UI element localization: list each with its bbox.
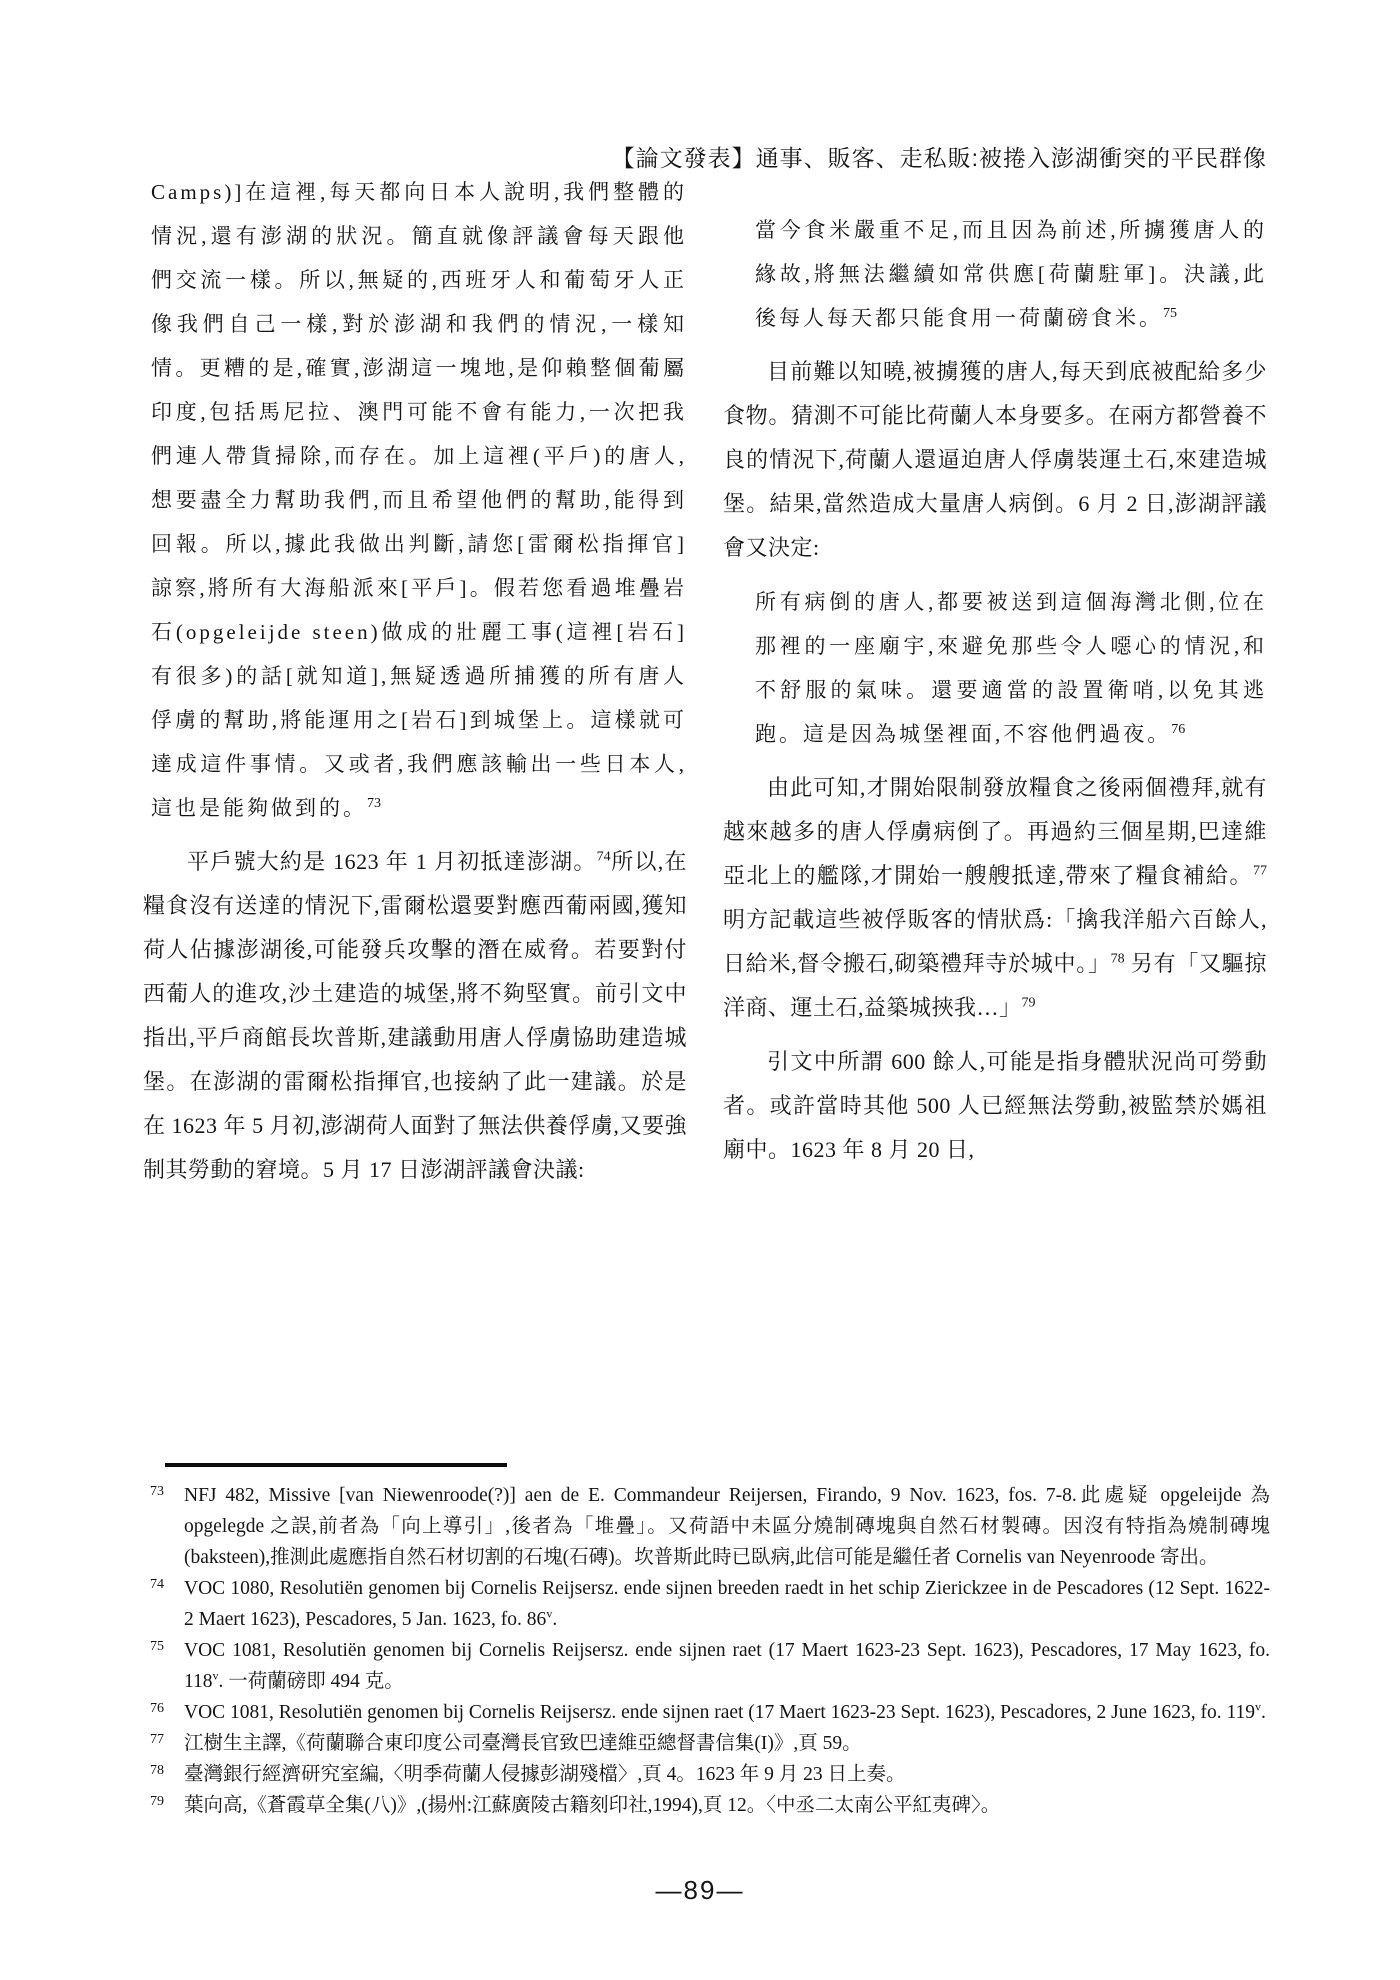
body-paragraph bbox=[723, 766, 1267, 1030]
footnote-text bbox=[184, 1699, 1266, 1723]
footnote bbox=[150, 1759, 1270, 1790]
body-paragraph bbox=[723, 350, 1267, 570]
footnote-number: 78 bbox=[150, 1763, 164, 1778]
footnote-ref: 77 bbox=[1253, 863, 1267, 879]
footnotes-section bbox=[150, 1480, 1270, 1821]
footnote-number: 73 bbox=[150, 1484, 164, 1499]
footnote-ref: v bbox=[212, 1668, 219, 1683]
text-run: . bbox=[552, 1609, 558, 1630]
text-run: 當今食米嚴重不足,而且因為前述,所擄獲唐人的緣故,將無法繼續如常供應[荷蘭駐軍]。決議,此後每人每天都只能食用一荷蘭磅食米。 bbox=[755, 218, 1267, 330]
footnote-text bbox=[184, 1578, 1270, 1630]
text-columns bbox=[143, 170, 1267, 1192]
left-column bbox=[143, 170, 687, 1192]
footnote-ref: 78 bbox=[1110, 951, 1125, 967]
footnote bbox=[150, 1573, 1270, 1635]
footnote-ref: 79 bbox=[1021, 995, 1036, 1011]
right-column bbox=[723, 170, 1267, 1192]
text-run: . 一荷蘭磅即 494 克。 bbox=[218, 1671, 404, 1692]
footnote bbox=[150, 1728, 1270, 1759]
footnote-separator bbox=[165, 1463, 507, 1467]
text-run: 目前難以知曉,被擄獲的唐人,每天到底被配給多少食物。猜測不可能比荷蘭人本身要多。在兩方都營養不良的情況下,荷蘭人還逼迫唐人俘虜裝運土石,來建造城堡。結果,當然造成大量唐人病倒。6 月 2 日,澎湖評議會又決定: bbox=[723, 359, 1267, 560]
footnote-ref: 76 bbox=[1171, 722, 1186, 737]
block-quote bbox=[755, 580, 1267, 756]
footnote-number: 76 bbox=[150, 1701, 164, 1716]
footnote bbox=[150, 1697, 1270, 1728]
text-run: 臺灣銀行經濟研究室編,〈明季荷蘭人侵據彭湖殘檔〉,頁 4。1623 年 9 月 23 日上奏。 bbox=[184, 1764, 906, 1785]
footnote-ref: 74 bbox=[596, 849, 611, 865]
block-quote bbox=[755, 208, 1267, 340]
text-run: VOC 1081, Resolutiën genomen bij Cornelis Reijsersz. ende sijnen raet (17 Maert 1623-23 Sept. 1623), Pescadores, 17 May 1623, fo. 118 bbox=[184, 1640, 1270, 1692]
page-number: —89— bbox=[655, 1875, 745, 1905]
text-run: 由此可知,才開始限制發放糧食之後兩個禮拜,就有越來越多的唐人俘虜病倒了。再過約三個星期,巴達維亞北上的艦隊,才開始一艘艘抵達,帶來了糧食補給。 bbox=[723, 775, 1267, 888]
footnote-ref: v bbox=[1255, 1699, 1262, 1714]
text-run: 葉向高,《蒼霞草全集(八)》,(揚州:江蘇廣陵古籍刻印社,1994),頁 12。〈中丞二太南公平紅夷碑〉。 bbox=[184, 1795, 1001, 1816]
text-run: VOC 1081, Resolutiën genomen bij Cornelis Reijsersz. ende sijnen raet (17 Maert 1623-23 Sept. 1623), Pescadores, 2 June 1623, fo. 119 bbox=[184, 1702, 1256, 1723]
body-paragraph bbox=[723, 1040, 1267, 1172]
text-run: 另有「又驅掠洋商、運土石,益築城挾我…」 bbox=[723, 951, 1267, 1020]
text-run: Camps)]在這裡,每天都向日本人說明,我們整體的情況,還有澎湖的狀況。簡直就像評議會每天跟他們交流一樣。所以,無疑的,西班牙人和葡萄牙人正像我們自己一樣,對於澎湖和我們的情況,一樣知情。更糟的是,確實,澎湖這一塊地,是仰賴整個葡屬印度,包括馬尼拉、澳門可能不會有能力,一次把我們連人帶貨掃除,而存在。加上這裡(平戶)的唐人,想要盡全力幫助我們,而且希望他們的幫助,能得到回報。所以,據此我做出判斷,請您[雷爾松指揮官]諒察,將所有大海船派來[平戶]。假若您看過堆疊岩石(opgeleijde steen)做成的壯麗工事(這裡[岩石]有很多)的話[就知道],無疑透過所捕獲的所有唐人俘虜的幫助,將能運用之[岩石]到城堡上。這樣就可達成這件事情。又或者,我們應該輸出一些日本人,這也是能夠做到的。 bbox=[151, 180, 688, 820]
footnote-text bbox=[184, 1485, 1270, 1568]
text-run: 明方記載這些被俘販客的情狀爲:「擒我洋船六百餘人,日給米,督令搬石,砌築禮拜寺於城中。」 bbox=[723, 907, 1267, 976]
body-paragraph bbox=[143, 840, 687, 1192]
footnote-text bbox=[184, 1795, 1000, 1816]
footnote-text bbox=[184, 1733, 862, 1754]
text-run: 平戶號大約是 1623 年 1 月初抵達澎湖。 bbox=[187, 849, 597, 874]
text-run: NFJ 482, Missive [van Niewenroode(?)] aen de E. Commandeur Reijersen, Firando, 9 Nov. 1623, fos. 7-8.此處疑 opgeleijde 為 opgelegde 之誤,前者為「向上導引」,後者為「堆疊」。又荷語中未區分燒制磚塊與自然石材製磚。因沒有特指為燒制磚塊(baksteen),推測此處應指自然石材切割的石塊(石磚)。坎普斯此時已臥病,此信可能是繼任者 Cornelis van Neyenroode 寄出。 bbox=[184, 1485, 1270, 1568]
text-run: 江樹生主譯,《荷蘭聯合東印度公司臺灣長官致巴達維亞總督書信集(I)》,頁 59。 bbox=[184, 1733, 862, 1754]
footnote-text bbox=[184, 1640, 1270, 1692]
text-run: 引文中所謂 600 餘人,可能是指身體狀況尚可勞動者。或許當時其他 500 人已經無法勞動,被監禁於媽祖廟中。1623 年 8 月 20 日, bbox=[723, 1049, 1267, 1162]
text-run: 所有病倒的唐人,都要被送到這個海灣北側,位在那裡的一座廟宇,來避免那些令人噁心的情況,和不舒服的氣味。還要適當的設置衛哨,以免其逃跑。這是因為城堡裡面,不容他們過夜。 bbox=[755, 590, 1267, 746]
footnote-number: 75 bbox=[150, 1639, 164, 1654]
footnote-ref: v bbox=[546, 1606, 553, 1621]
footnote-text bbox=[184, 1764, 906, 1785]
text-run: . bbox=[1261, 1702, 1266, 1723]
block-quote bbox=[151, 170, 687, 830]
footnote bbox=[150, 1635, 1270, 1697]
text-run: VOC 1080, Resolutiën genomen bij Cornelis Reijsersz. ende sijnen breeden raedt in het schip Zierickzee in de Pescadores (12 Sept. 1622-2 Maert 1623), Pescadores, 5 Jan. 1623, fo. 86 bbox=[184, 1578, 1270, 1630]
text-run: 所以,在糧食沒有送達的情況下,雷爾松還要對應西葡兩國,獲知荷人佔據澎湖後,可能發兵攻擊的潛在威脅。若要對付西葡人的進攻,沙土建造的城堡,將不夠堅實。前引文中指出,平戶商館長坎普斯,建議動用唐人俘虜協助建造城堡。在澎湖的雷爾松指揮官,也接納了此一建議。於是在 1623 年 5 月初,澎湖荷人面對了無法供養俘虜,又要強制其勞動的窘境。5 月 17 日澎湖評議會決議: bbox=[143, 849, 687, 1182]
footnote-ref: 75 bbox=[1163, 306, 1177, 321]
footnote-number: 74 bbox=[150, 1577, 164, 1592]
footnote-ref: 73 bbox=[367, 796, 381, 811]
footnote bbox=[150, 1790, 1270, 1821]
footnote-number: 77 bbox=[150, 1732, 164, 1747]
footnote bbox=[150, 1480, 1270, 1573]
footnote-number: 79 bbox=[150, 1794, 164, 1809]
running-header: 【論文發表】通事、販客、走私販:被捲入澎湖衝突的平民群像 bbox=[611, 145, 1267, 171]
